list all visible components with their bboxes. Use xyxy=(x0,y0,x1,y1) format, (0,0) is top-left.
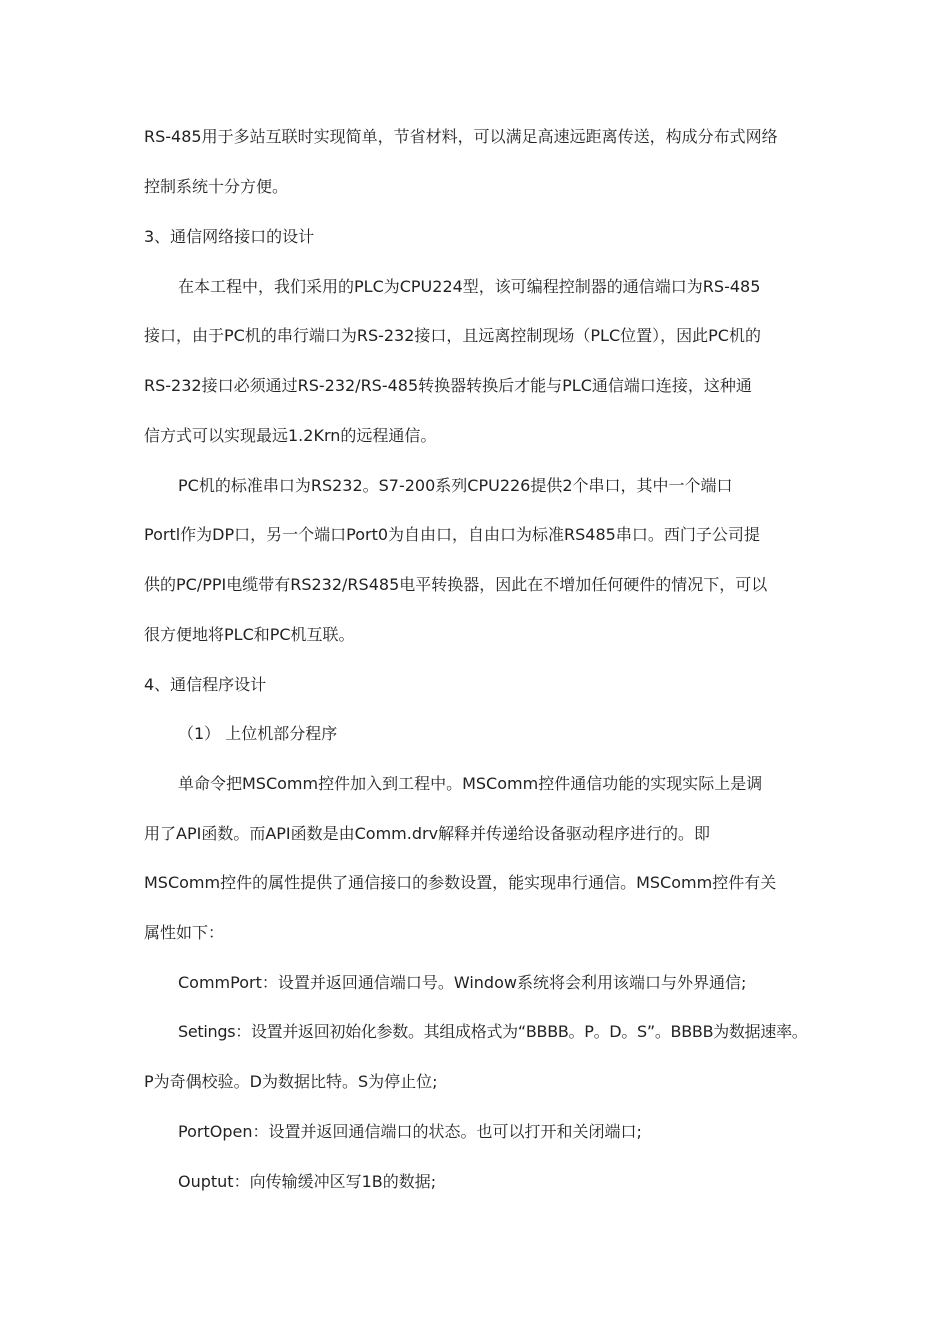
text-line: PortOpen：设置并返回通信端口的状态。也可以打开和关闭端口; xyxy=(178,1122,642,1141)
text-line: Setings：设置并返回初始化参数。其组成格式为“BBBB。P。D。S”。BBBB为数据速率。 xyxy=(178,1022,808,1041)
text-line: Ouptut：向传输缓冲区写1B的数据; xyxy=(178,1172,437,1191)
section-heading: 3、通信网络接口的设计 xyxy=(144,227,315,246)
text-line: RS-485用于多站互联时实现简单，节省材料，可以满足高速远距离传送，构成分布式网络 xyxy=(144,127,778,146)
text-line: 用了API函数。而API函数是由Comm.drv解释并传递给设备驱动程序进行的。即 xyxy=(144,824,711,843)
section-heading: 4、通信程序设计 xyxy=(144,675,267,694)
text-line: PC机的标准串口为RS232。S7-200系列CPU226提供2个串口，其中一个端口 xyxy=(178,476,733,495)
text-line: MSComm控件的属性提供了通信接口的参数设置，能实现串行通信。MSComm控件有关 xyxy=(144,873,777,892)
text-line: 在本工程中，我们采用的PLC为CPU224型，该可编程控制器的通信端口为RS-485 xyxy=(178,277,761,296)
text-line: 接口，由于PC机的串行端口为RS-232接口，且远离控制现场（PLC位置），因此PC机的 xyxy=(144,326,761,345)
text-line: 单命令把MSComm控件加入到工程中。MSComm控件通信功能的实现实际上是调 xyxy=(178,774,763,793)
text-line: RS-232接口必须通过RS-232/RS-485转换器转换后才能与PLC通信端口连接，这种通 xyxy=(144,376,752,395)
text-line: 信方式可以实现最远1.2Krn的远程通信。 xyxy=(144,426,437,445)
text-line: 供的PC/PPI电缆带有RS232/RS485电平转换器，因此在不增加任何硬件的情况下，可以 xyxy=(144,575,768,594)
text-line: 属性如下： xyxy=(144,923,225,942)
text-line: 控制系统十分方便。 xyxy=(144,177,289,196)
subsection-heading: （1） 上位机部分程序 xyxy=(178,724,338,743)
text-line: Portl作为DP口，另一个端口Port0为自由口，自由口为标准RS485串口。西门子公司提 xyxy=(144,525,760,544)
text-line: P为奇偶校验。D为数据比特。S为停止位; xyxy=(144,1072,438,1091)
text-line: 很方便地将PLC和PC机互联。 xyxy=(144,625,355,644)
text-line: CommPort：设置并返回通信端口号。Window系统将会利用该端口与外界通信; xyxy=(178,973,747,992)
